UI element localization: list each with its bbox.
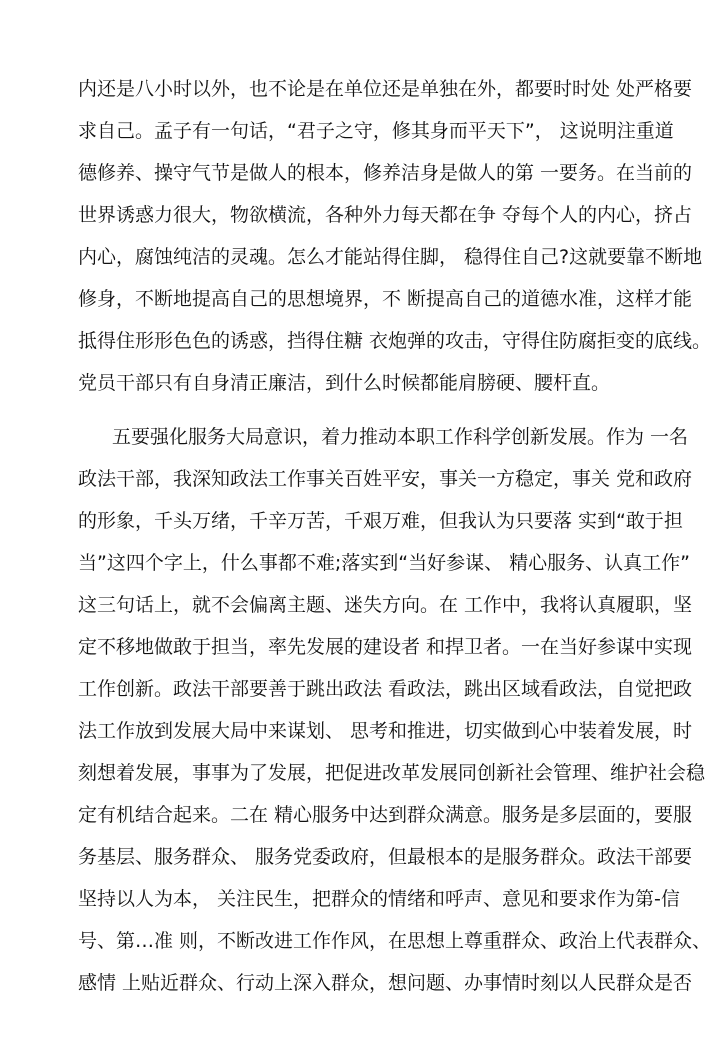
text-line: 内还是八小时以外，也不论是在单位还是单独在外，都要时时处 处严格要 xyxy=(78,78,693,100)
text-line: 求自己。孟子有一句话，“君子之守，修其身而平天下”， 这说明注重道 xyxy=(78,120,674,142)
text-line: 刻想着发展，事事为了发展，把促进改革发展同创新社会管理、维护社会稳 xyxy=(78,762,706,784)
text-line: 抵得住形形色色的诱惑，挡得住糖 衣炮弹的攻击，守得住防腐拒变的底线。 xyxy=(78,330,712,352)
text-line: 党员干部只有自身清正廉洁，到什么时候都能肩膀硬、腰杆直。 xyxy=(78,372,611,394)
text-line: 感情 上贴近群众、行动上深入群众，想问题、办事情时刻以人民群众是否 xyxy=(78,972,693,994)
text-line: 定不移地做敢于担当，率先发展的建设者 和捍卫者。一在当好参谋中实现 xyxy=(78,636,693,658)
text-line: 务基层、服务群众、 服务党委政府，但最根本的是服务群众。政法干部要 xyxy=(78,846,693,868)
paragraph-first-line: 五要强化服务大局意识，着力推动本职工作科学创新发展。作为 一名 xyxy=(112,426,689,448)
text-line: 这三句话上，就不会偏离主题、迷失方向。在 工作中，我将认真履职，坚 xyxy=(78,594,693,616)
text-line: 法工作放到发展大局中来谋划、 思考和推进，切实做到心中装着发展，时 xyxy=(78,720,693,742)
text-line: 内心，腐蚀纯洁的灵魂。怎么才能站得住脚， 稳得住自己?这就要靠不断地 xyxy=(78,246,703,268)
text-line: 德修养、操守气节是做人的根本，修养洁身是做人的第 一要务。在当前的 xyxy=(78,162,693,184)
text-line: 的形象，千头万绪，千辛万苦，千艰万难，但我认为只要落 实到“敢于担 xyxy=(78,510,683,532)
text-line: 修身，不断地提高自己的思想境界，不 断提高自己的道德水准，这样才能 xyxy=(78,288,693,310)
text-line: 当”这四个字上，什么事都不难;落实到“当好参谋、 精心服务、认真工作” xyxy=(78,552,690,574)
text-line: 坚持以人为本， 关注民生，把群众的情绪和呼声、意见和要求作为第-信 xyxy=(78,888,680,910)
text-line: 定有机结合起来。二在 精心服务中达到群众满意。服务是多层面的，要服 xyxy=(78,804,693,826)
text-line: 工作创新。政法干部要善于跳出政法 看政法，跳出区域看政法，自觉把政 xyxy=(78,678,693,700)
text-line: 政法干部，我深知政法工作事关百姓平安，事关一方稳定，事关 党和政府 xyxy=(78,468,693,490)
text-line: 世界诱惑力很大，物欲横流，各种外力每天都在争 夺每个人的内心，挤占 xyxy=(78,204,693,226)
text-line: 号、第…准 则，不断改进工作作风，在思想上尊重群众、政治上代表群众、 xyxy=(78,930,712,952)
